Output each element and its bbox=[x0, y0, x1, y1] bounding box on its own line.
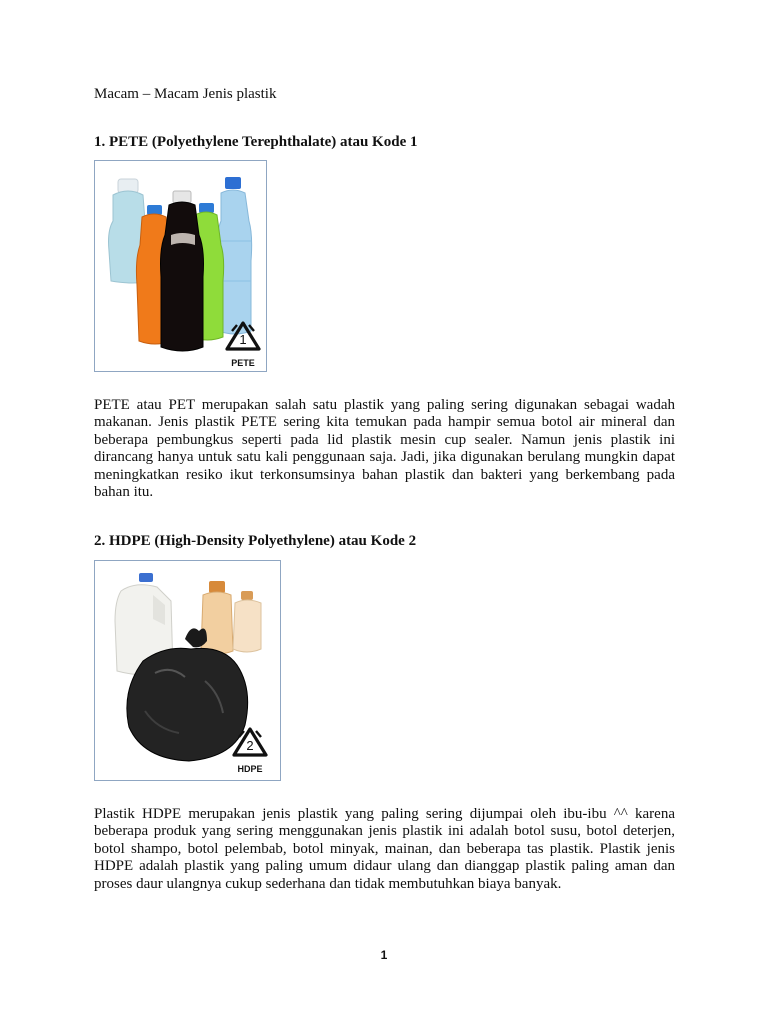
bottle-icon bbox=[233, 591, 261, 652]
section-heading-hdpe: 2. HDPE (High-Density Polyethylene) atau Kode 2 bbox=[94, 533, 417, 549]
pete-figure bbox=[94, 160, 267, 372]
paragraph-pete: PETE atau PET merupakan salah satu plastik yang paling sering digunakan sebagai wadah makanan. Jenis plastik PETE sering kita temukan pada hampir semua botol air mineral dan beberapa pembungkus seperti pada lid plastik mesin cup sealer. Namun jenis plastik ini dirancang hanya untuk satu kali penggunaan saja. Jadi, jika digunakan berulang mungkin dapat meningkatkan resiko ikut terkonsumsinya bahan plastik dan bakteri yang berkembang pada bahan itu. bbox=[94, 397, 675, 501]
recycle-code-label: PETE bbox=[231, 358, 255, 368]
hdpe-figure bbox=[94, 560, 281, 781]
recycle-number: 2 bbox=[246, 738, 254, 753]
recycle-code-label: HDPE bbox=[237, 764, 263, 774]
hdpe-items-illustration bbox=[95, 561, 279, 779]
pete-bottles-illustration bbox=[95, 161, 265, 370]
paragraph-hdpe: Plastik HDPE merupakan jenis plastik yang paling sering dijumpai oleh ibu-ibu ^^ karena beberapa produk yang sering menggunakan jenis plastik ini adalah botol susu, botol deterjen, botol shampo, botol pelembab, botol minyak, mainan, dan beberapa tas plastik. Plastik jenis HDPE adalah plastik yang paling umum didaur ulang dan dianggap plastik paling aman dan proses daur ulangnya cukup sederhana dan tidak membutuhkan biaya banyak. bbox=[94, 806, 675, 892]
page-number: 1 bbox=[380, 948, 388, 962]
section-heading-pete: 1. PETE (Polyethylene Terephthalate) atau Kode 1 bbox=[94, 134, 418, 150]
bottle-icon bbox=[201, 581, 233, 654]
document-title: Macam – Macam Jenis plastik bbox=[94, 86, 277, 102]
recycle-number: 1 bbox=[239, 332, 247, 347]
